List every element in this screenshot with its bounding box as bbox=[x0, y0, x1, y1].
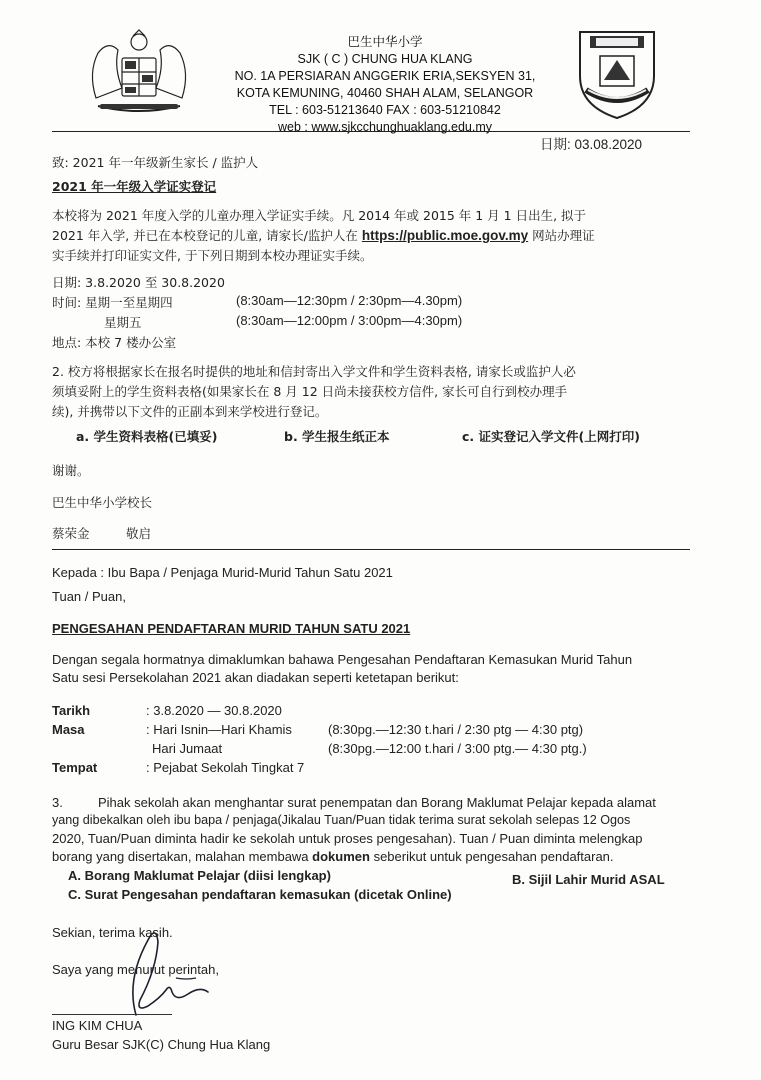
ms-para1-line1: Dengan segala hormatnya dimaklumkan bahawa Pengesahan Pendaftaran Kemasukan Murid Tahun bbox=[52, 652, 633, 667]
school-emblem-logo bbox=[574, 26, 660, 122]
website: web : www.sjkcchunghuaklang.edu.my bbox=[277, 120, 492, 134]
signer-title: Guru Besar SJK(C) Chung Hua Klang bbox=[52, 1037, 271, 1052]
cn-para2-line3: 续), 并携带以下文件的正副本到来学校进行登记。 bbox=[52, 404, 328, 419]
address-line-2: KOTA KEMUNING, 40460 SHAH ALAM, SELANGOR bbox=[236, 86, 534, 100]
letterhead bbox=[210, 34, 560, 136]
ms-tempat-value: : Pejabat Sekolah Tingkat 7 bbox=[146, 760, 305, 775]
header-divider bbox=[52, 131, 690, 132]
letter-date: 日期: 03.08.2020 bbox=[540, 137, 643, 152]
cn-recipient: 致: 2021 年一年级新生家长 / 监护人 bbox=[52, 155, 259, 170]
ms-doc-b: B. Sijil Lahir Murid ASAL bbox=[512, 872, 665, 887]
cn-para2-line2: 须填妥附上的学生资料表格(如果家长在 8 月 12 日尚未接获校方信件, 家长可自行到校办理手 bbox=[52, 384, 568, 399]
ms-para3-line1: Pihak sekolah akan menghantar surat penempatan dan Borang Maklumat Pelajar kepada alamat bbox=[98, 795, 656, 810]
cn-para1-line2-end: 网站办理证 bbox=[528, 228, 595, 243]
ms-masa-label: Masa bbox=[52, 722, 85, 737]
ms-title: PENGESAHAN PENDAFTARAN MURID TAHUN SATU 2021 bbox=[52, 621, 411, 636]
ms-salutation: Tuan / Puan, bbox=[52, 589, 126, 604]
ms-masa-time-friday: (8:30pg.—12:00 t.hari / 3:00 ptg.— 4:30 ptg.) bbox=[328, 741, 587, 756]
ms-recipient: Kepada : Ibu Bapa / Penjaga Murid-Murid Tahun Satu 2021 bbox=[52, 565, 393, 580]
cn-principal-name: 蔡荣金 bbox=[52, 526, 90, 541]
ms-tarikh-label: Tarikh bbox=[52, 703, 91, 718]
ms-para3-line4-end: seberikut untuk pengesahan pendaftaran. bbox=[369, 849, 614, 864]
ms-order: Saya yang menurut perintah, bbox=[52, 962, 219, 977]
cn-title: 2021 年一年级入学证实登记 bbox=[52, 179, 217, 194]
cn-friday: 星期五 bbox=[104, 315, 142, 330]
signer-name: ING KIM CHUA bbox=[52, 1018, 143, 1033]
ms-masa-friday: Hari Jumaat bbox=[152, 741, 223, 756]
ms-para3-line4 bbox=[52, 849, 614, 864]
address-line-1: NO. 1A PERSIARAN ANGGERIK ERIA,SEKSYEN 31, bbox=[234, 69, 536, 83]
moe-portal-link[interactable]: https://public.moe.gov.my bbox=[361, 228, 529, 243]
ms-tempat-label: Tempat bbox=[52, 760, 98, 775]
cn-principal-title: 巴生中华小学校长 bbox=[52, 495, 153, 510]
cn-date: 日期: 3.8.2020 至 30.8.2020 bbox=[52, 275, 225, 290]
ms-masa-time-weekday: (8:30pg.—12:30 t.hari / 2:30 ptg — 4:30 ptg) bbox=[328, 722, 584, 737]
cn-respect: 敬启 bbox=[126, 526, 152, 541]
cn-doc-c: c. 证实登记入学文件(上网打印) bbox=[462, 429, 640, 444]
cn-thanks: 谢谢。 bbox=[52, 463, 90, 478]
coat-of-arms-logo bbox=[78, 28, 200, 116]
phone-fax: TEL : 603-51213640 FAX : 603-51210842 bbox=[269, 103, 501, 117]
cn-para1-line1: 本校将为 2021 年度入学的儿童办理入学证实手续。凡 2014 年或 2015 年 1 月 1 日出生, 拟于 bbox=[52, 208, 587, 223]
ms-para3-dokumen: dokumen bbox=[312, 849, 370, 864]
cn-time-friday: (8:30am—12:00pm / 3:00pm—4:30pm) bbox=[236, 313, 463, 328]
ms-masa-days: : Hari Isnin—Hari Khamis bbox=[146, 722, 292, 737]
ms-closing: Sekian, terima kasih. bbox=[52, 925, 173, 940]
ms-doc-c: C. Surat Pengesahan pendaftaran kemasukan (dicetak Online) bbox=[68, 887, 452, 902]
ms-para3-line4-start: borang yang disertakan, malahan membawa bbox=[52, 849, 313, 864]
section-divider bbox=[52, 549, 690, 550]
cn-place: 地点: 本校 7 楼办公室 bbox=[52, 335, 177, 350]
cn-para1-line3: 实手续并打印证实文件, 于下列日期到本校办理证实手续。 bbox=[52, 248, 373, 263]
cn-time-label: 时间: 星期一至星期四 bbox=[52, 295, 173, 310]
ms-para3-line2: yang dibekalkan oleh ibu bapa / penjaga(Jikalau Tuan/Puan tidak terima surat sekolah selepas 12 Ogos bbox=[52, 813, 631, 827]
school-name-cn: 巴生中华小学 bbox=[347, 35, 423, 49]
cn-doc-b: b. 学生报生纸正本 bbox=[284, 429, 390, 444]
cn-para2-line1: 2. 校方将根据家长在报名时提供的地址和信封寄出入学文件和学生资料表格, 请家长或监护人必 bbox=[52, 364, 576, 379]
school-name: SJK ( C ) CHUNG HUA KLANG bbox=[297, 52, 473, 66]
cn-time-weekday: (8:30am—12:30pm / 2:30pm—4.30pm) bbox=[236, 293, 463, 308]
ms-para3-number: 3. bbox=[52, 795, 63, 810]
ms-para1-line2: Satu sesi Persekolahan 2021 akan diadakan seperti ketetapan berikut: bbox=[52, 670, 459, 685]
cn-para1-line2 bbox=[52, 226, 595, 244]
ms-tarikh-value: : 3.8.2020 — 30.8.2020 bbox=[146, 703, 282, 718]
cn-doc-a: a. 学生资料表格(已填妥) bbox=[76, 429, 218, 444]
ms-para3-line3: 2020, Tuan/Puan diminta hadir ke sekolah untuk proses pengesahan). Tuan / Puan diminta melengkap bbox=[52, 831, 643, 846]
ms-doc-a: A. Borang Maklumat Pelajar (diisi lengkap) bbox=[68, 868, 331, 883]
signature-line bbox=[52, 1014, 172, 1015]
cn-para1-line2-text: 2021 年入学, 并已在本校登记的儿童, 请家长/监护人在 bbox=[52, 228, 362, 243]
